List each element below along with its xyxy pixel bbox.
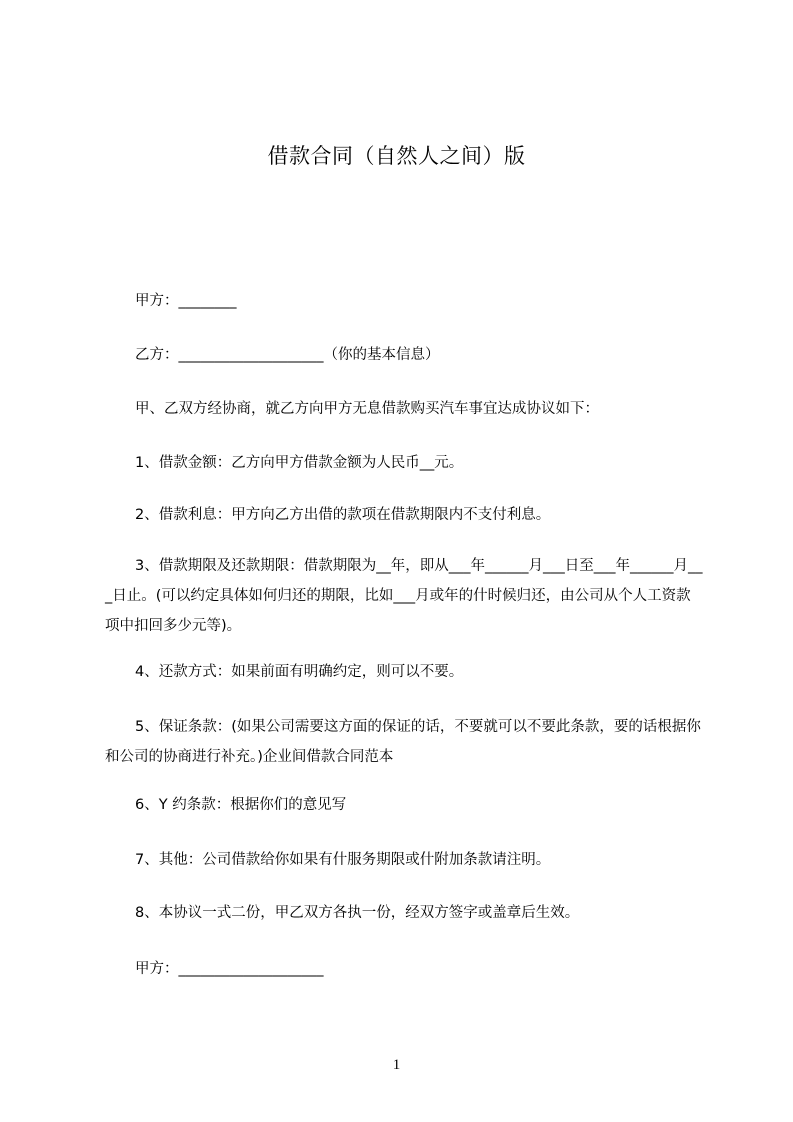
party-b-line: 乙方：____________________（你的基本信息）	[135, 347, 440, 363]
clause-1: 1、借款金额：乙方向甲方借款金额为人民币__元。	[135, 455, 464, 471]
clause-6: 6、Y 约条款：根据你们的意见写	[135, 797, 347, 813]
signature-party-a: 甲方：____________________	[135, 961, 324, 977]
clause-3: 3、借款期限及还款期限：借款期限为__年，即从___年______月___日至___年______月___日止。(可以约定具体如何归还的期限，比如___月或年的什时候归还，由公司从个人工资款项中扣回多少元等)。	[105, 558, 703, 634]
clause-2: 2、借款利息：甲方向乙方出借的款项在借款期限内不支付利息。	[135, 507, 551, 523]
document-title: 借款合同（自然人之间）版	[267, 144, 526, 168]
clause-4: 4、还款方式：如果前面有明确约定，则可以不要。	[135, 664, 464, 680]
clause-8: 8、本协议一式二份，甲乙双方各执一份，经双方签字或盖章后生效。	[135, 905, 580, 921]
party-a-line: 甲方：________	[135, 293, 237, 309]
intro-paragraph: 甲、乙双方经协商，就乙方向甲方无息借款购买汽车事宜达成协议如下：	[135, 401, 599, 417]
clause-5: 5、保证条款：(如果公司需要这方面的保证的话，不要就可以不要此条款，要的话根据你和公司的协商进行补充。)企业间借款合同范本	[105, 719, 701, 765]
page-number: 1	[392, 1057, 401, 1073]
clause-7: 7、其他：公司借款给你如果有什服务期限或什附加条款请注明。	[135, 852, 551, 868]
